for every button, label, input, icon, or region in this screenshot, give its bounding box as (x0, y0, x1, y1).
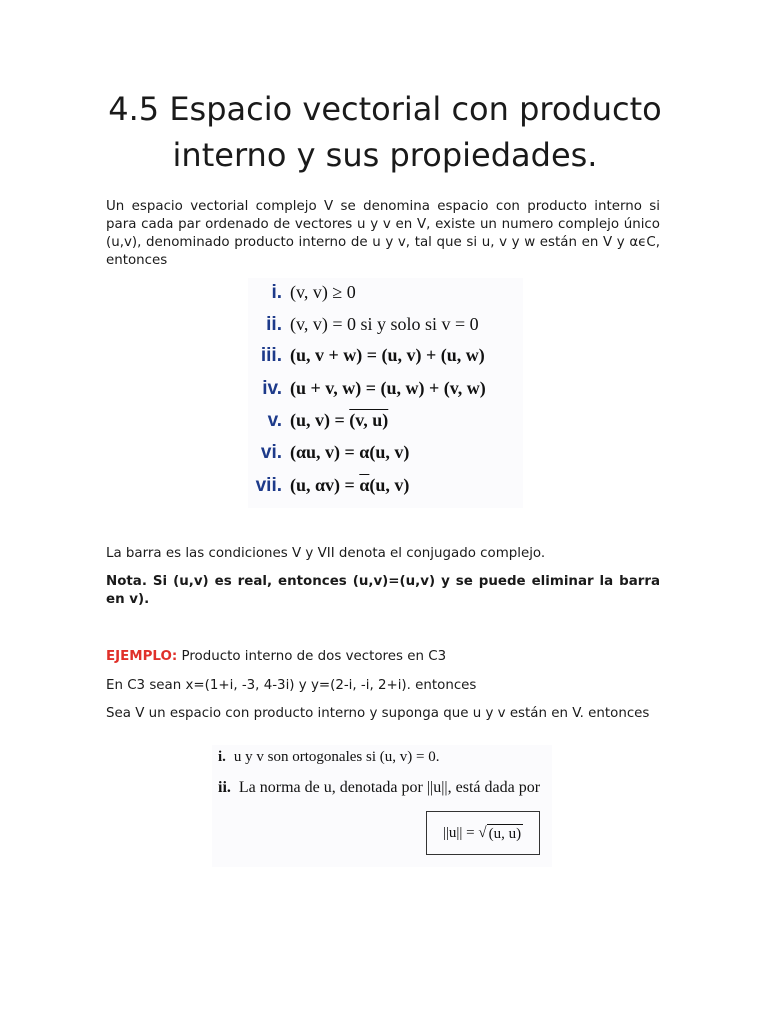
property-number: i. (271, 282, 282, 303)
property-row (248, 475, 523, 505)
norm-formula-box (426, 811, 540, 855)
property-number: iii. (260, 345, 282, 366)
property-expression (290, 410, 388, 431)
nota-paragraph: Nota. Si (u,v) es real, entonces (u,v)=(u,v) y se puede eliminar la barra en v). (106, 574, 660, 607)
definition-number: ii. (218, 779, 231, 796)
property-row (248, 410, 523, 440)
property-expression: (v, v) ≥ 0 (290, 282, 356, 302)
definition-row (218, 749, 439, 766)
property-number: vi. (260, 442, 282, 463)
conjugate-part: (v, u) (349, 410, 389, 430)
properties-image (248, 278, 523, 508)
property-expression: (u + v, w) = (u, w) + (v, w) (290, 378, 486, 398)
page-title: 4.5 Espacio vectorial con producto interno y sus propiedades. (108, 90, 662, 174)
definitions-image (212, 745, 552, 867)
expression-part: (u, αv) = (290, 475, 360, 495)
property-number: ii. (266, 314, 282, 335)
bar-note: La barra es las condiciones V y VII denota el conjugado complejo. (106, 546, 546, 561)
definition-text: u y v son ortogonales si (u, v) = 0. (233, 749, 440, 765)
property-expression: (v, v) = 0 si y solo si v = 0 (290, 314, 479, 334)
expression-part: (u, v) (369, 475, 410, 495)
property-row (248, 442, 523, 472)
property-number: v. (267, 410, 282, 431)
definition-row (218, 779, 540, 797)
property-row (248, 345, 523, 375)
example-label: EJEMPLO: (106, 649, 178, 664)
expression-part: (u, v) = (290, 410, 350, 430)
conjugate-part: $\overline{\alpha}$ (359, 475, 370, 495)
property-row (248, 282, 523, 312)
property-expression (290, 475, 409, 496)
property-expression: (αu, v) = α(u, v) (290, 442, 410, 462)
example-text: Producto interno de dos vectores en C3 (177, 649, 447, 664)
example-heading (106, 648, 660, 666)
property-number: iv. (262, 378, 282, 399)
example-line: En C3 sean x=(1+i, -3, 4-3i) y y=(2-i, -i, 2+i). entonces (106, 678, 477, 693)
property-number: vii. (255, 475, 282, 496)
property-row (248, 378, 523, 408)
property-expression: (u, v + w) = (u, v) + (u, w) (290, 345, 485, 365)
definition-text: La norma de u, denotada por ||u||, está dada por (238, 779, 541, 796)
suppose-paragraph: Sea V un espacio con producto interno y suponga que u y v están en V. entonces (106, 706, 650, 721)
property-row (248, 314, 523, 344)
intro-paragraph: Un espacio vectorial complejo V se denomina espacio con producto interno si para cada par ordenado de vectores u y v en V, existe un numero complejo único (u,v), denominado producto interno de u y v, tal que si u, v y w están en V y αϵC, entonces (106, 199, 660, 268)
norm-radicand: (u, u) (488, 825, 522, 842)
definition-number: i. (218, 749, 226, 765)
norm-lhs: ||u|| = √ (442, 824, 487, 841)
